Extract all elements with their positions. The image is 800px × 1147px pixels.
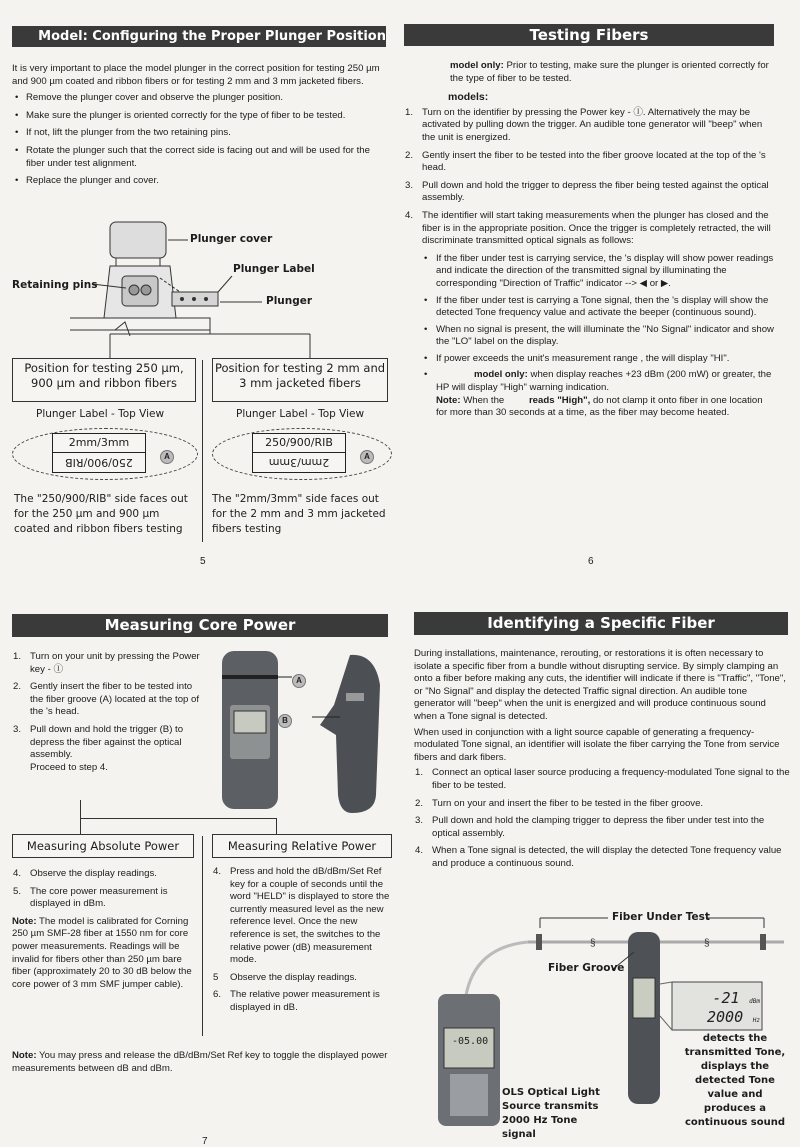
marker-a-right: A	[360, 446, 374, 464]
label-plunger-cover: Plunger cover	[190, 233, 273, 245]
svg-text:§: §	[590, 938, 596, 949]
plunger-intro-text: It is very important to place the model plunger in the correct position for testing 250 µm and 900 µm coated and ribbon fibers or for testing 2 mm and 3 mm jacketed fibers.	[12, 63, 380, 87]
page-number-7: 7	[202, 1136, 208, 1147]
plunger-label-right	[252, 433, 346, 473]
model-only-text: Prior to testing, make sure the plunger is oriented correctly for the type of fiber to be tested.	[450, 60, 769, 84]
rel-step: Observe the display readings.	[230, 971, 357, 983]
plunger-bullet: • Remove the plunger cover and observe the plunger position.	[12, 92, 390, 105]
marker-a-left: A	[160, 446, 174, 464]
label-retaining-pins: Retaining pins	[12, 279, 98, 291]
display-value: -21	[712, 989, 740, 1007]
bottom-note	[12, 1050, 392, 1075]
identifier-display	[676, 988, 760, 1026]
display-unit-dbm: dBm	[749, 998, 760, 1005]
plunger-bullet: • If not, lift the plunger from the two retaining pins.	[12, 127, 390, 140]
note-text: do not clamp it onto fiber in one location for more than 30 seconds at a time, as the fiber may become heated.	[436, 394, 763, 419]
core-power-steps: 1. Turn on your unit by pressing the Power key - Ⓘ 2. Gently insert the fiber to be tested into the fiber groove (A) located at the top of the 's head. 3. Pull down and hold the trigger (B) to depress the fiber against the optical assembly. Proceed to step 4.	[13, 651, 200, 773]
caption-ols: OLS Optical Light Source transmits 2000 Hz Tone signal	[502, 1087, 600, 1140]
vertical-divider-2	[202, 836, 203, 1036]
page-number-6: 6	[588, 556, 594, 567]
page-number-5: 5	[200, 556, 206, 567]
identify-step: When a Tone signal is detected, the will display the detected Tone frequency value and produce a continuous sound.	[432, 845, 782, 869]
note-label: Note:	[436, 394, 461, 406]
signal-bullet-hp	[422, 369, 776, 419]
caption-left: The "250/900/RIB" side faces out for the 250 µm and 900 µm coated and ribbon fibers testing	[14, 493, 188, 535]
abs-step: Observe the display readings.	[30, 868, 157, 879]
box-position-250-900: Position for testing 250 µm, 900 µm and ribbon fibers	[12, 358, 196, 402]
caption-detects: detects the transmitted Tone, displays the detected Tone value and produces a continuous sound	[684, 1033, 786, 1128]
left-label-bottom: 250/900/RIB	[65, 456, 133, 469]
abs-step: The core power measurement is displayed in dBm.	[30, 885, 168, 910]
box-absolute-power: Measuring Absolute Power	[12, 834, 194, 858]
testing-step: Turn on the identifier by pressing the Power key - Ⓘ. Alternatively the may be activated by pulling down the trigger. An audible tone generator will "beep" when the unit is energized.	[422, 106, 763, 143]
display-unit-hz: Hz	[752, 1017, 760, 1024]
marker-a: A	[292, 670, 306, 688]
rel-step: The relative power measurement is displayed in dB.	[230, 989, 380, 1013]
identifying-para1: During installations, maintenance, rerouting, or restorations it is often necessary to isolate a specific fiber from a bundle without disrupting service. By simply clamping an onto a fiber before making any cuts, the identifier will indicate if there is "Traffic", "Tone", or "No Signal" and display the detected Traffic signal direction. An audible tone generator will "beep" when the unit is energized and will produce continuous sound when a Tone signal is detected.	[414, 648, 786, 722]
box-relative-power: Measuring Relative Power	[212, 834, 392, 858]
vertical-divider	[202, 360, 203, 542]
testing-step: The identifier will start taking measurements when the plunger has closed and the fiber is in the appropriate position. Once the trigger is completely retracted, the will discriminate transmitted optical signals as follows:	[422, 209, 771, 247]
abs-note: The model is calibrated for Corning 250 µm SMF-28 fiber at 1550 nm for core power measurements. Readings will be invalid for fibers other than 250 µm bare fiber (approximately 20 to 30 dB below the core power of 3 mm SMF jumper cable).	[12, 915, 192, 990]
left-label-top: 2mm/3mm	[53, 434, 145, 453]
tree-lines	[80, 800, 81, 818]
tree-v2	[276, 818, 277, 834]
identifying-text: During installations, maintenance, rerouting, or restorations it is often necessary to isolate a specific fiber from a bundle without disrupting service. By simply clamping an onto a fiber before making any cuts, the identifier will indicate if there is "Traffic", "Tone", or "No Signal" and display the detected Traffic signal direction. An audible tone generator will "beep" when the unit is energized and will produce continuous sound when a Tone signal is detected. When used in conjunction with a light source capable of generating a frequency-modulated Tone signal, an identifier will isolate the fiber carrying the Tone from service fibers and dark fibers. 1. Connect an optical laser source producing a frequency-modulated Tone signal to the fiber to be tested. 2. Turn on your and insert the fiber to be tested in the fiber groove. 3. Pull down and hold the clamping trigger to depress the fiber under test into the optical assembly. 4. When a Tone signal is detected, the will display the detected Tone frequency value and produce a continuous sound.	[414, 648, 790, 869]
identify-step: Turn on your and insert the fiber to be tested in the fiber groove.	[432, 797, 704, 809]
testing-fibers-body: model only: Prior to testing, make sure the plunger is oriented correctly for the type of fiber to be tested. models: 1. Turn on the identifier by pressing the Power key - Ⓘ. Alternatively the may be activated by pulling down the trigger. An audible tone generator will "beep" when the unit is energized. 2. Gently insert the fiber to be tested into the fiber groove located at the top of the 's head. 3. Pull down and hold the trigger to depress the fiber being tested against the optical assembly. 4. The identifier will start taking measurements when the plunger has closed and the fiber is in the appropriate position. Once the trigger is completely retracted, the will discriminate transmitted optical signals as follows: • If the fiber under test is carrying service, the 's display will show power readings and indicate the direction of the transmitted signal by illuminating the corresponding "Direction of Traffic" indicator --> ◀ or ▶. • If the fiber under test is carrying a Tone signal, then the 's display will show the detected Tone frequency value and activate the beeper (continuous sound). • When no signal is present, the will illuminate the "No Signal" indicator and show the "LO" label on the display. • If power exceeds the unit's measurement range , the will display "HI". • model only: when display reaches +23 dBm (200 mW) or greater, the HP will display "High" warning indication. Note: When the reads "High", do not clamp it onto fiber in one location for more than 30 seconds at a time, as the fiber may become heated.	[404, 60, 776, 424]
core-step: Turn on your unit by pressing the Power key - Ⓘ	[30, 651, 200, 675]
topview-left: Plunger Label - Top View	[36, 408, 165, 420]
fiber-groove-label: Fiber Groove	[548, 962, 625, 974]
ols-screen: -05.00	[452, 1036, 489, 1047]
signal-bullet: • When no signal is present, the will illuminate the "No Signal" indicator and show the "LO" label on the display.	[422, 324, 776, 349]
topview-right: Plunger Label - Top View	[236, 408, 365, 420]
note-reads: reads "High",	[528, 394, 591, 406]
absolute-power-text: 4. Observe the display readings. 5. The core power measurement is displayed in dBm. Note: The model is calibrated for Corning 250 µm SMF-28 fiber at 1550 nm for core power measurements. Readings will be invalid for fibers other than 250 µm bare fiber (approximately 20 to 30 dB below the core power of 3 mm SMF jumper cable).	[12, 868, 192, 990]
tree-v1	[80, 818, 81, 834]
right-label-top: 250/900/RIB	[253, 434, 345, 453]
label-plunger: Plunger	[266, 295, 313, 307]
models-label: models:	[448, 91, 489, 104]
rel-step: Press and hold the dB/dBm/Set Ref key for a couple of seconds until the word "HELD" is displayed to store the currently measured level as the new reference level. Once the new reference is set, the switches to the relative power (dB) measurement mode.	[230, 866, 390, 966]
plunger-bullet: • Rotate the plunger such that the correct side is facing out and will be used for the fiber under test alignment.	[12, 145, 390, 170]
header-core-power: Measuring Core Power	[12, 614, 388, 637]
testing-step: Pull down and hold the trigger to depress the fiber being tested against the optical assembly.	[422, 179, 769, 204]
plunger-bullet: • Make sure the plunger is oriented correctly for the type of fiber to be tested.	[12, 110, 390, 123]
plunger-bullet: • Replace the plunger and cover.	[12, 175, 390, 188]
relative-power-text: 4. Press and hold the dB/dBm/Set Ref key for a couple of seconds until the word "HELD" is displayed to store the currently measured level as the new reference level. Once the new reference is set, the switches to the relative power (dB) measurement mode. 5 Observe the display readings. 6. The relative power measurement is displayed in dB.	[213, 866, 390, 1013]
display-freq: 2000	[707, 1008, 744, 1026]
note-pre: When the	[463, 394, 505, 406]
core-step: Gently insert the fiber to be tested into the fiber groove (A) located at the top of the 's head.	[30, 681, 200, 718]
marker-b: B	[278, 710, 292, 728]
identify-step: Connect an optical laser source producing a frequency-modulated Tone signal to the fiber to be tested.	[432, 767, 790, 791]
right-label-bottom: 2mm/3mm	[268, 456, 330, 469]
header-plunger-position: Model: Configuring the Proper Plunger Position	[12, 26, 386, 47]
header-identifying-fiber: Identifying a Specific Fiber	[414, 612, 788, 635]
identify-step: Pull down and hold the clamping trigger to depress the fiber under test into the optical assembly.	[432, 815, 765, 839]
tree-h	[80, 818, 276, 819]
plunger-intro	[12, 63, 390, 193]
bottom-note-label: Note:	[12, 1050, 37, 1061]
signal-bullet: • If the fiber under test is carrying a Tone signal, then the 's display will show the detected Tone frequency value and activate the beeper (continuous sound).	[422, 295, 776, 320]
hp-model-only-text: when display reaches +23 dBm (200 mW) or greater, the HP will display "High" warning indication.	[436, 369, 772, 394]
header-testing-fibers: Testing Fibers	[404, 24, 774, 46]
signal-bullet: • If power exceeds the unit's measurement range , the will display "HI".	[422, 353, 776, 366]
hp-model-only-label: model only:	[474, 369, 528, 381]
model-only-label: model only:	[450, 60, 504, 71]
proceed-text: Proceed to step 4.	[30, 761, 108, 773]
bottom-note-text: You may press and release the dB/dBm/Set Ref key to toggle the displayed power measurements between dB and dBm.	[12, 1050, 388, 1074]
svg-text:§: §	[704, 938, 710, 949]
plunger-label-left	[52, 433, 146, 473]
label-plunger-label: Plunger Label	[233, 263, 315, 275]
caption-right: The "2mm/3mm" side faces out for the 2 mm and 3 mm jacketed fibers testing	[212, 493, 386, 535]
abs-note-label: Note:	[12, 915, 37, 927]
core-step: Pull down and hold the trigger (B) to depress the fiber against the optical assembly.	[30, 723, 184, 761]
identifying-para2: When used in conjunction with a light source capable of generating a frequency-modulated Tone signal, an identifier will isolate the fiber carrying the Tone from service fibers and dark fibers.	[414, 726, 780, 763]
testing-step: Gently insert the fiber to be tested into the fiber groove located at the top of the 's head.	[422, 149, 766, 174]
fiber-under-test-label: Fiber Under Test	[612, 911, 710, 923]
signal-bullet: • If the fiber under test is carrying service, the 's display will show power readings and indicate the direction of the transmitted signal by illuminating the corresponding "Direction of Traffic" indicator --> ◀ or ▶.	[422, 253, 776, 291]
box-position-2-3mm: Position for testing 2 mm and 3 mm jacketed fibers	[212, 358, 388, 402]
